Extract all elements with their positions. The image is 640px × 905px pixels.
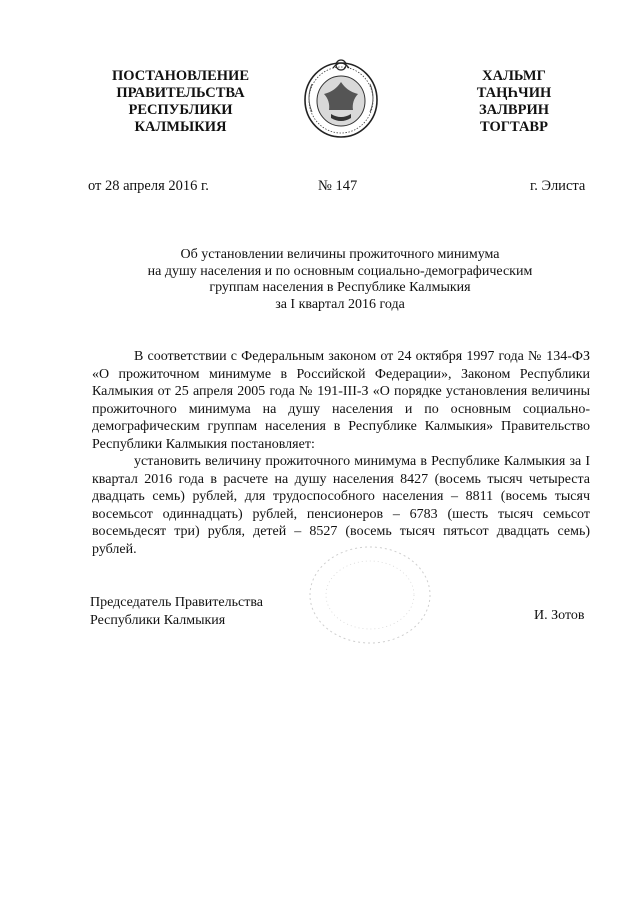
document-title	[130, 247, 550, 313]
coat-of-arms-icon	[300, 54, 382, 140]
faint-stamp-icon	[300, 540, 440, 650]
header-left-russian	[98, 68, 263, 136]
header-left-line: ПРАВИТЕЛЬСТВА	[116, 85, 245, 101]
signatory-position	[90, 594, 263, 630]
document-number: № 147	[318, 178, 358, 194]
header-left-line: РЕСПУБЛИКИ	[128, 102, 233, 118]
header-left-line: КАЛМЫКИЯ	[134, 119, 227, 135]
header-right-line: ЗАЛВРИН	[478, 102, 549, 118]
header-left-line: ПОСТАНОВЛЕНИЕ	[111, 68, 249, 84]
title-line: на душу населения и по основным социально-демографическим	[147, 263, 533, 279]
title-line: группам населения в Республике Калмыкия	[209, 280, 471, 295]
body-paragraph-preamble: В соответствии с Федеральным законом от 24 октября 1997 года № 134-ФЗ «О прожиточном минимуме в Российской Федерации», Законом Республики Калмыкия от 25 апреля 2005 года № 191-III-З «О порядке установления величины прожиточного минимума на душу населения и по основным социально-демографическим группам населения в Республике Калмыкия» Правительство Республики Калмыкия постановляет:	[92, 349, 590, 452]
header-right-line: ТАҢҺЧИН	[476, 85, 552, 101]
signatory-name: И. Зотов	[534, 608, 585, 623]
signatory-position-line: Республики Калмыкия	[90, 613, 226, 628]
document-city: г. Элиста	[530, 178, 586, 194]
document-body	[92, 348, 590, 558]
header-right-kalmyk	[455, 68, 573, 136]
signatory-position-line: Председатель Правительства	[90, 595, 263, 610]
title-line: за I квартал 2016 года	[275, 296, 405, 312]
header-right-line: ХАЛЬМГ	[482, 68, 546, 84]
body-paragraph-resolution: установить величину прожиточного минимума в Республике Калмыкия за I квартал 2016 года в расчете на душу населения 8427 (восемь тысяч четыреста двадцать семь) рублей, для трудоспособного населения – 8811 (восемь тысяч восемьсот одиннадцать) рублей, пенсионеров – 6783 (шесть тысяч семьсот восемьдесят три) рубля, детей – 8527 (восемь тысяч пятьсот двадцать семь) рублей.	[92, 454, 590, 557]
document-date: от 28 апреля 2016 г.	[88, 178, 209, 194]
header-right-line: ТОГТАВР	[480, 119, 548, 135]
title-line: Об установлении величины прожиточного минимума	[180, 247, 500, 262]
